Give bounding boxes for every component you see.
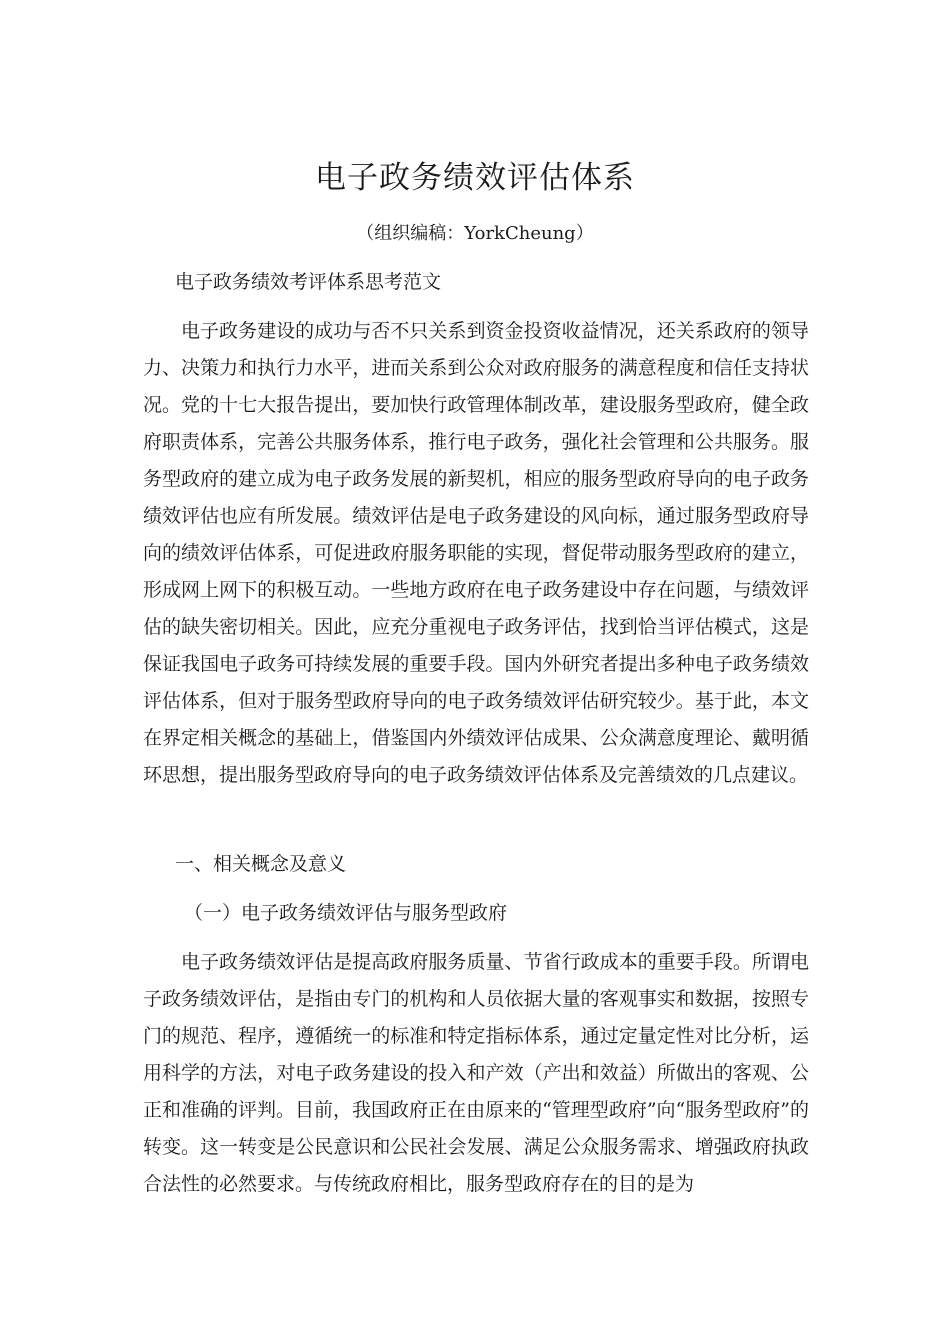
lead-line: 电子政务绩效考评体系思考范文 (175, 271, 442, 293)
subsection-heading: （一）电子政务绩效评估与服务型政府 (184, 902, 508, 924)
body-paragraph-2: 电子政务绩效评估是提高政府服务质量、节省行政成本的重要手段。所谓电子政务绩效评估，是指由专门的机构和人员依据大量的客观事实和数据，按照专门的规范、程序，遵循统一的标准和特定指标体系，通过定量定性对比分析，运用科学的方法，对电子政务建设的投入和产效（产出和效益）所做出的客观、公正和准确的评判。目前，我国政府正在由原来的“管理型政府”向“服务型政府”的转变。这一转变是公民意识和公民社会发展、满足公众服务需求、增强政府执政合法性的必然要求。与传统政府相比，服务型政府存在的目的是为 (143, 951, 809, 1195)
document-subtitle: （组织编稿：YorkCheung） (356, 223, 594, 244)
document-title: 电子政务绩效评估体系 (315, 160, 635, 196)
body-paragraph-1: 电子政务建设的成功与否不只关系到资金投资收益情况，还关系政府的领导力、决策力和执行力水平，进而关系到公众对政府服务的满意程度和信任支持状况。党的十七大报告提出，要加快行政管理体制改革，建设服务型政府，健全政府职责体系，完善公共服务体系，推行电子政务，强化社会管理和公共服务。服务型政府的建立成为电子政务发展的新契机，相应的服务型政府导向的电子政务绩效评估也应有所发展。绩效评估是电子政务建设的风向标，通过服务型政府导向的绩效评估体系，可促进政府服务职能的实现，督促带动服务型政府的建立，形成网上网下的积极互动。一些地方政府在电子政务建设中存在问题，与绩效评估的缺失密切相关。因此，应充分重视电子政务评估，找到恰当评估模式，这是保证我国电子政务可持续发展的重要手段。国内外研究者提出多种电子政务绩效评估体系，但对于服务型政府导向的电子政务绩效评估研究较少。基于此，本文在界定相关概念的基础上，借鉴国内外绩效评估成果、公众满意度理论、戴明循环思想，提出服务型政府导向的电子政务绩效评估体系及完善绩效的几点建议。 (143, 320, 809, 786)
section-heading: 一、相关概念及意义 (175, 853, 347, 875)
